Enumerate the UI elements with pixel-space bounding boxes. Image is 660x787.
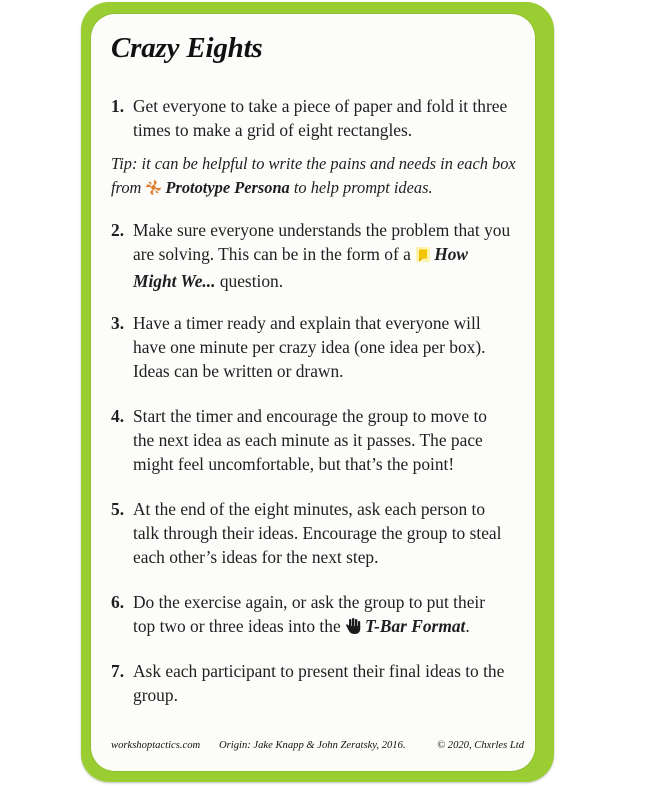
step-6: [111, 590, 511, 641]
copyright-text: © 2020, Chxrles Ltd: [437, 740, 524, 751]
step-text: At the end of the eight minutes, ask each person to talk through their ideas. Encourage the group to steal each other’s ideas for the next step.: [133, 499, 502, 567]
step-text-pre: Do the exercise again, or ask the group to put their top two or three ideas into the: [133, 592, 486, 636]
step-text: [133, 590, 511, 641]
card-title: Crazy Eights: [111, 32, 263, 64]
website-text: workshoptactics.com: [111, 740, 201, 751]
origin-text: Origin: Jake Knapp & John Zeratsky, 2016.: [219, 740, 406, 751]
step-text: Have a timer ready and explain that everyone will have one minute per crazy idea (one idea per box). Ideas can be written or drawn.: [133, 313, 486, 381]
t-bar-format-link[interactable]: T-Bar Format: [365, 616, 466, 636]
step-2: [111, 218, 511, 293]
step-number: 3.: [111, 313, 125, 333]
step-number: 6.: [111, 592, 125, 612]
step-number: 7.: [111, 661, 125, 681]
how-might-we-link[interactable]: How Might We...: [133, 244, 469, 291]
step-number: 5.: [111, 499, 125, 519]
sticky-note-icon: [415, 245, 431, 269]
step-text-post: .: [465, 616, 470, 636]
tip-post: to help prompt ideas.: [289, 178, 433, 197]
tip-text: [111, 152, 516, 203]
step-text-post: question.: [215, 271, 284, 291]
step-number: 2.: [111, 220, 125, 240]
step-7: [111, 659, 511, 707]
prototype-persona-link[interactable]: Prototype Persona: [165, 178, 290, 197]
step-4: [111, 404, 511, 476]
step-text: Ask each participant to present their final ideas to the group.: [133, 661, 505, 705]
step-3: [111, 311, 511, 383]
step-number: 1.: [111, 96, 125, 116]
card: [91, 14, 535, 771]
hand-icon: [345, 617, 362, 641]
step-text: Get everyone to take a piece of paper and fold it three times to make a grid of eight rectangles.: [133, 96, 508, 140]
step-1: [111, 94, 511, 142]
step-text: [133, 218, 511, 293]
step-5: [111, 497, 511, 569]
tip-pre: Tip: it can be helpful to write the pains and needs in each box from: [111, 154, 516, 197]
persona-swirl-icon: [145, 179, 162, 203]
card-border: [81, 2, 554, 782]
step-text-pre: Make sure everyone understands the problem that you are solving. This can be in the form of a: [133, 220, 511, 264]
step-text: Start the timer and encourage the group to move to the next idea as each minute as it passes. The pace might feel uncomfortable, but that’s the point!: [133, 406, 487, 474]
step-number: 4.: [111, 406, 125, 426]
